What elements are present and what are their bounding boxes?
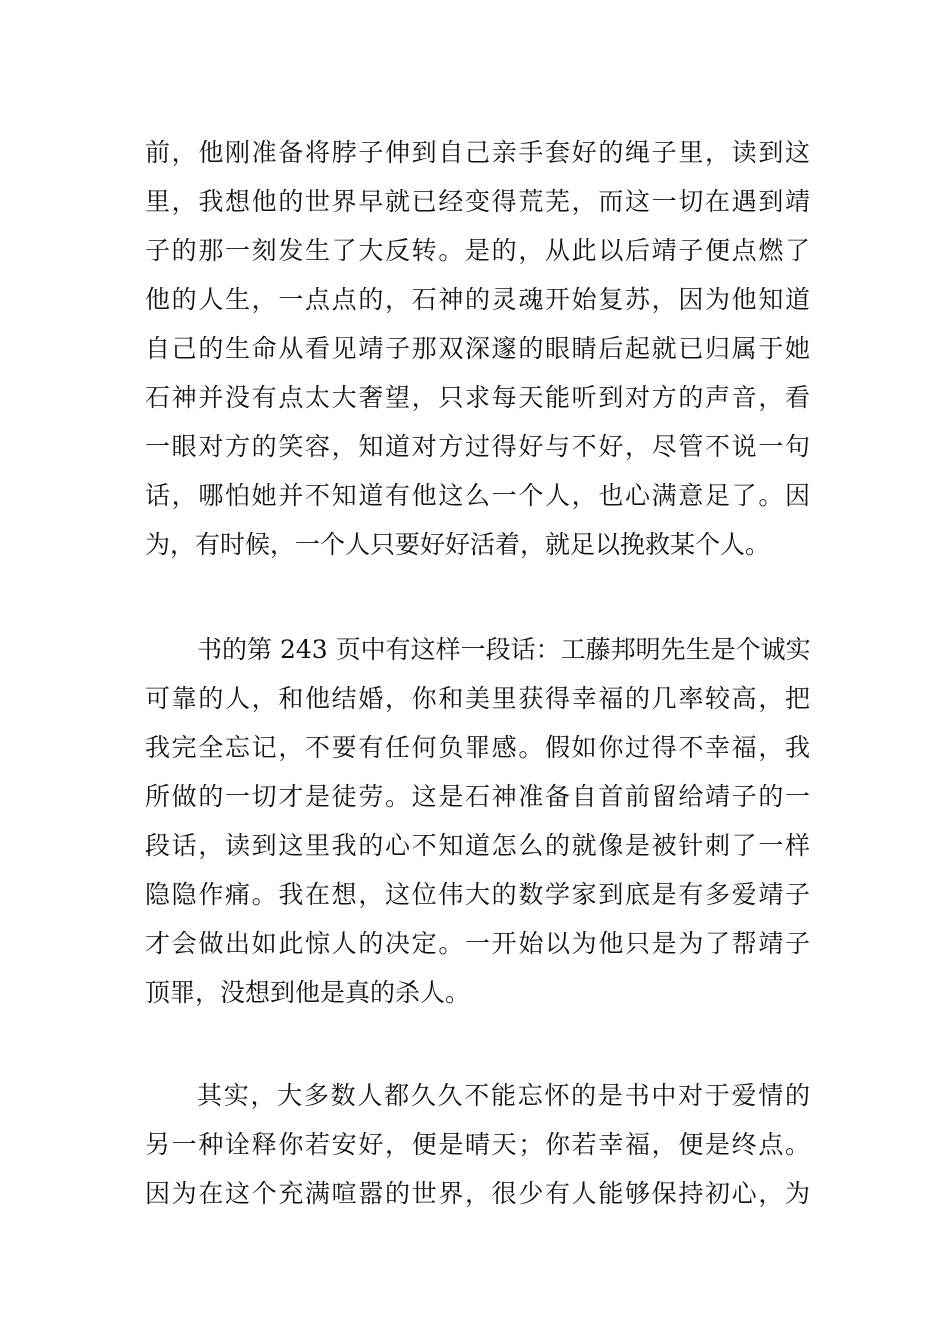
paragraph-3 <box>145 1071 810 1218</box>
paragraph-line: 前，他刚准备将脖子伸到自己亲手套好的绳子里，读到这 <box>145 138 810 167</box>
paragraph-1 <box>145 128 810 569</box>
paragraph-line: 才会做出如此惊人的决定。一开始以为他只是为了帮靖子 <box>145 929 810 958</box>
paragraph-line: 话，哪怕她并不知道有他这么一个人，也心满意足了。因 <box>145 481 810 510</box>
paragraph-line: 可靠的人，和他结婚，你和美里获得幸福的几率较高，把 <box>145 684 810 713</box>
paragraph-line: 他的人生，一点点的，石神的灵魂开始复苏，因为他知道 <box>145 285 810 314</box>
paragraph-line: 自己的生命从看见靖子那双深邃的眼睛后起就已归属于她 <box>145 334 810 363</box>
paragraph-2 <box>145 625 810 1017</box>
paragraph-line: 另一种诠释你若安好，便是晴天；你若幸福，便是终点。 <box>145 1130 810 1159</box>
paragraph-line: 石神并没有点太大奢望，只求每天能听到对方的声音，看 <box>145 383 810 412</box>
paragraph-line: 一眼对方的笑容，知道对方过得好与不好，尽管不说一句 <box>145 432 810 461</box>
paragraph-line: 子的那一刻发生了大反转。是的，从此以后靖子便点燃了 <box>145 236 810 265</box>
paragraph-line: 所做的一切才是徒劳。这是石神准备自首前留给靖子的一 <box>145 782 810 811</box>
paragraph-line: 顶罪，没想到他是真的杀人。 <box>145 978 471 1007</box>
paragraph-line: 因为在这个充满喧嚣的世界，很少有人能够保持初心，为 <box>145 1179 810 1208</box>
paragraph-line: 里，我想他的世界早就已经变得荒芜，而这一切在遇到靖 <box>145 187 810 216</box>
paragraph-line: 其实，大多数人都久久不能忘怀的是书中对于爱情的 <box>197 1081 810 1110</box>
paragraph-line: 段话，读到这里我的心不知道怎么的就像是被针刺了一样 <box>145 831 810 860</box>
paragraph-line: 隐隐作痛。我在想，这位伟大的数学家到底是有多爱靖子 <box>145 880 810 909</box>
paragraph-line: 书的第 243 页中有这样一段话：工藤邦明先生是个诚实 <box>197 635 811 664</box>
paragraph-line: 为，有时候，一个人只要好好活着，就足以挽救某个人。 <box>145 530 771 559</box>
paragraph-line: 我完全忘记，不要有任何负罪感。假如你过得不幸福，我 <box>145 733 810 762</box>
